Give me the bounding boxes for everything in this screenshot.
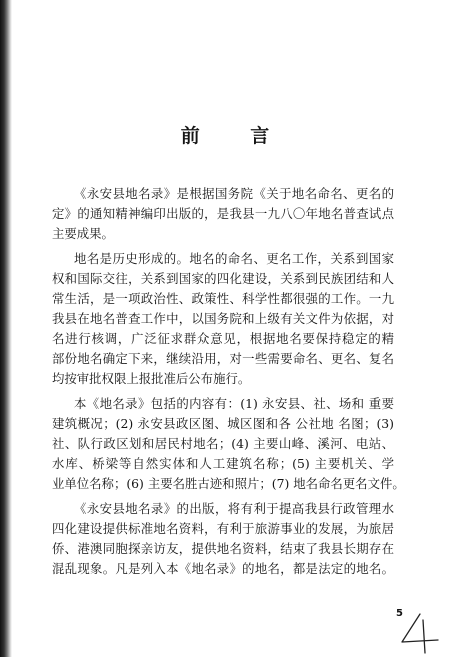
page-title: 前 言	[180, 125, 292, 147]
paragraph	[52, 184, 394, 244]
paragraph	[52, 394, 405, 494]
text-line: 四化建设提供标准地名资料，有利于旅游事业的发展，为旅居	[52, 521, 394, 536]
paragraph	[52, 249, 394, 389]
text-line: 水库、桥梁等自然实体和人工建筑名称；(5) 主要机关、学	[52, 456, 394, 471]
body-text	[52, 184, 405, 579]
text-line: 《永安县地名录》的出版，将有利于提高我县行政管理水	[74, 501, 394, 516]
text-line: 业单位名称；(6) 主要名胜古迹和照片；(7) 地名命名更名文件。	[52, 476, 405, 491]
text-line: 混乱现象。凡是列入本《地名录》的地名，都是法定的地名。	[52, 561, 394, 576]
page-number: 5	[396, 608, 403, 619]
text-line: 名进行核调，广泛征求群众意见，根据地名要保持稳定的精	[52, 331, 394, 346]
text-line: 地名是历史形成的。地名的命名、更名工作，关系到国家	[74, 251, 394, 266]
text-line: 部份地名确定下来，继续沿用，对一些需要命名、更名、复名	[52, 351, 394, 366]
text-line: 常生活，是一项政治性、政策性、科学性都很强的工作。一九	[52, 291, 394, 306]
text-line: 我县在地名普查工作中，以国务院和上级有关文件为依据，对	[52, 311, 394, 326]
text-line: 建筑概况；(2) 永安县政区图、城区图和各 公社地 名图；(3)	[52, 416, 394, 431]
text-line: 均按审批权限上报批准后公布施行。	[52, 371, 251, 386]
text-line: 主要成果。	[52, 226, 114, 241]
text-line: 本《地名录》包括的内容有：(1) 永安县、社、场和 重要	[74, 396, 394, 411]
paragraph	[52, 499, 394, 579]
handwritten-page-mark	[398, 612, 442, 654]
text-line: 权和国际交往，关系到国家的四化建设，关系到民族团结和人	[52, 271, 394, 286]
text-line: 定》的通知精神编印出版的，是我县一九八〇年地名普查试点	[52, 206, 394, 221]
text-line: 侨、港澳同胞探亲访友，提供地名资料，结束了我县长期存在	[52, 541, 394, 556]
text-line: 社、队行政区划和居民村地名；(4) 主要山峰、溪河、电站、	[52, 436, 394, 451]
text-line: 《永安县地名录》是根据国务院《关于地名命名、更名的	[74, 186, 394, 201]
